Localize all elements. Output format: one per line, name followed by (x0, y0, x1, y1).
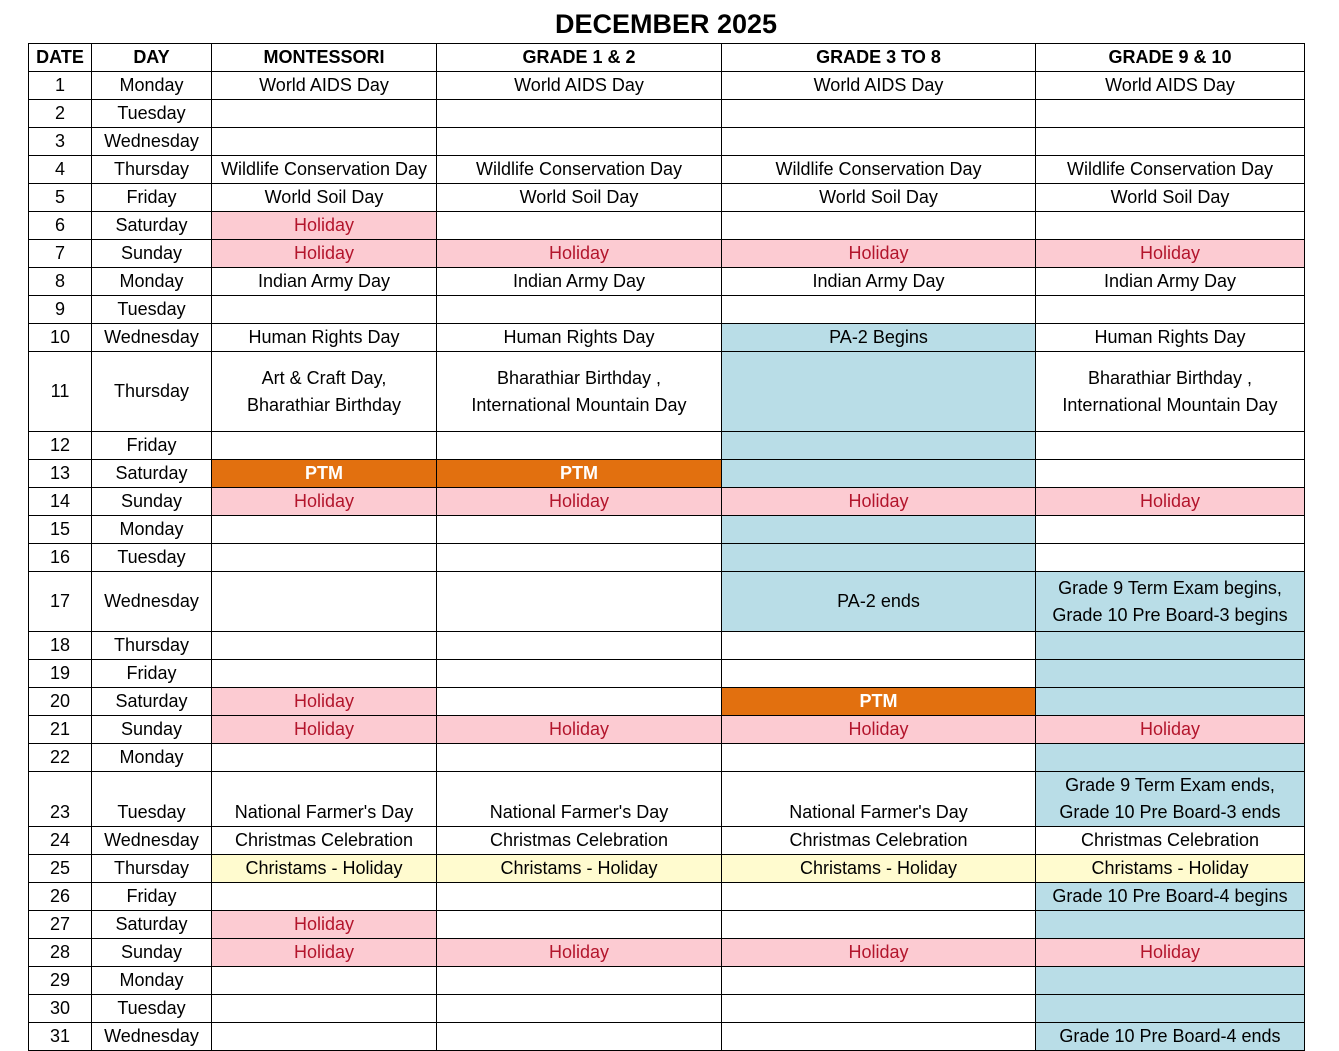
cell-text: Holiday (1139, 719, 1201, 739)
montessori-cell (212, 296, 437, 324)
date-cell: 28 (29, 939, 92, 967)
grade-1-2-cell (437, 488, 722, 516)
cell-text: World Soil Day (1110, 187, 1230, 207)
cell-text: Christams - Holiday (245, 858, 403, 878)
grade-9-10-cell (1036, 516, 1305, 544)
montessori-cell (212, 939, 437, 967)
grade-1-2-cell (437, 432, 722, 460)
grade-9-10-cell (1036, 855, 1305, 883)
grade-3-8-cell (722, 716, 1036, 744)
table-row (29, 632, 1305, 660)
day-cell: Saturday (92, 688, 212, 716)
date-cell: 27 (29, 911, 92, 939)
grade-3-8-cell (722, 212, 1036, 240)
cell-text: Holiday (293, 691, 355, 711)
grade-3-8-cell (722, 544, 1036, 572)
header-grade-1-2: GRADE 1 & 2 (437, 44, 722, 72)
grade-9-10-cell (1036, 432, 1305, 460)
grade-3-8-cell (722, 432, 1036, 460)
cell-text: Wildlife Conservation Day (1066, 159, 1274, 179)
cell-text: Holiday (293, 491, 355, 511)
grade-9-10-cell (1036, 995, 1305, 1023)
day-cell: Monday (92, 516, 212, 544)
day-cell: Sunday (92, 240, 212, 268)
grade-1-2-cell (437, 296, 722, 324)
cell-text: Grade 9 Term Exam begins, (1058, 577, 1282, 598)
grade-3-8-cell (722, 995, 1036, 1023)
table-row (29, 995, 1305, 1023)
montessori-cell (212, 240, 437, 268)
grade-3-8-cell (722, 688, 1036, 716)
grade-3-8-cell (722, 100, 1036, 128)
cell-text: World Soil Day (264, 187, 384, 207)
table-row (29, 432, 1305, 460)
cell-text: Grade 10 Pre Board-4 ends (1059, 1026, 1281, 1046)
day-cell: Thursday (92, 156, 212, 184)
cell-text: Christams - Holiday (1091, 858, 1249, 878)
date-cell: 4 (29, 156, 92, 184)
cell-text: Art & Craft Day, (261, 367, 387, 388)
page-title: DECEMBER 2025 (554, 9, 778, 39)
grade-1-2-cell (437, 883, 722, 911)
date-cell: 26 (29, 883, 92, 911)
table-row (29, 212, 1305, 240)
table-row (29, 460, 1305, 488)
grade-1-2-cell (437, 939, 722, 967)
day-cell: Saturday (92, 212, 212, 240)
table-row (29, 883, 1305, 911)
cell-text: PA-2 Begins (829, 327, 928, 347)
grade-3-8-cell (722, 827, 1036, 855)
cell-text: Indian Army Day (257, 271, 391, 291)
table-row (29, 72, 1305, 100)
cell-text: Wildlife Conservation Day (775, 159, 982, 179)
montessori-cell (212, 967, 437, 995)
grade-1-2-cell (437, 827, 722, 855)
grade-1-2-cell (437, 855, 722, 883)
grade-9-10-cell (1036, 460, 1305, 488)
day-cell: Monday (92, 72, 212, 100)
grade-1-2-cell (437, 772, 722, 827)
header-row (29, 44, 1305, 72)
table-row (29, 516, 1305, 544)
cell-text: Christmas Celebration (789, 830, 968, 850)
cell-text: Wildlife Conservation Day (220, 159, 428, 179)
grade-9-10-cell (1036, 296, 1305, 324)
day-cell: Saturday (92, 911, 212, 939)
date-cell: 19 (29, 660, 92, 688)
grade-3-8-cell (722, 156, 1036, 184)
grade-9-10-cell (1036, 883, 1305, 911)
grade-9-10-cell (1036, 544, 1305, 572)
cell-text: Holiday (1139, 491, 1201, 511)
montessori-cell (212, 855, 437, 883)
grade-1-2-cell (437, 460, 722, 488)
grade-1-2-cell (437, 184, 722, 212)
table-row (29, 688, 1305, 716)
grade-9-10-cell (1036, 72, 1305, 100)
cell-text: Wildlife Conservation Day (475, 159, 683, 179)
day-cell: Sunday (92, 939, 212, 967)
grade-3-8-cell (722, 855, 1036, 883)
table-row (29, 572, 1305, 632)
table-row (29, 544, 1305, 572)
grade-1-2-cell (437, 716, 722, 744)
montessori-cell (212, 184, 437, 212)
date-cell: 22 (29, 744, 92, 772)
table-row (29, 967, 1305, 995)
grade-3-8-cell (722, 460, 1036, 488)
table-row (29, 1023, 1305, 1051)
day-cell: Tuesday (92, 995, 212, 1023)
montessori-cell (212, 100, 437, 128)
date-cell: 29 (29, 967, 92, 995)
grade-1-2-cell (437, 995, 722, 1023)
table-row (29, 240, 1305, 268)
header-grade-3-8: GRADE 3 TO 8 (722, 44, 1036, 72)
table-row (29, 855, 1305, 883)
table-row (29, 184, 1305, 212)
cell-text: PA-2 ends (837, 591, 920, 611)
grade-9-10-cell (1036, 688, 1305, 716)
day-cell: Sunday (92, 716, 212, 744)
day-cell: Friday (92, 883, 212, 911)
grade-3-8-cell (722, 516, 1036, 544)
date-cell: 9 (29, 296, 92, 324)
grade-3-8-cell (722, 1023, 1036, 1051)
date-cell: 3 (29, 128, 92, 156)
montessori-cell (212, 772, 437, 827)
header-montessori: MONTESSORI (212, 44, 437, 72)
montessori-cell (212, 128, 437, 156)
grade-9-10-cell (1036, 827, 1305, 855)
grade-3-8-cell (722, 772, 1036, 827)
grade-1-2-cell (437, 100, 722, 128)
grade-9-10-cell (1036, 128, 1305, 156)
grade-9-10-cell (1036, 184, 1305, 212)
cell-text: Holiday (293, 215, 355, 235)
montessori-cell (212, 324, 437, 352)
cell-text: Christmas Celebration (489, 830, 669, 850)
cell-text: Bharathiar Birthday , (1087, 367, 1253, 388)
date-cell: 6 (29, 212, 92, 240)
day-cell: Tuesday (92, 544, 212, 572)
calendar-table (28, 43, 1305, 1051)
cell-text: Bharathiar Birthday , (496, 367, 662, 388)
cell-text: Human Rights Day (503, 327, 655, 347)
cell-text: Indian Army Day (1103, 271, 1237, 291)
date-cell: 23 (29, 772, 92, 827)
cell-text: Christams - Holiday (799, 858, 958, 878)
cell-text: Holiday (293, 719, 355, 739)
day-cell: Friday (92, 660, 212, 688)
cell-text: Grade 9 Term Exam ends, (1065, 775, 1275, 795)
cell-text: Holiday (848, 491, 909, 511)
cell-text: Bharathiar Birthday (246, 394, 402, 415)
table-row (29, 352, 1305, 432)
montessori-cell (212, 660, 437, 688)
montessori-cell (212, 744, 437, 772)
grade-3-8-cell (722, 744, 1036, 772)
grade-3-8-cell (722, 128, 1036, 156)
grade-1-2-cell (437, 128, 722, 156)
header-grade-9-10: GRADE 9 & 10 (1036, 44, 1305, 72)
day-cell: Wednesday (92, 572, 212, 632)
cell-text: Indian Army Day (812, 271, 945, 291)
date-cell: 20 (29, 688, 92, 716)
cell-text: National Farmer's Day (789, 802, 968, 822)
grade-1-2-cell (437, 212, 722, 240)
montessori-cell (212, 1023, 437, 1051)
grade-9-10-cell (1036, 939, 1305, 967)
montessori-cell (212, 544, 437, 572)
grade-3-8-cell (722, 268, 1036, 296)
cell-text: Grade 10 Pre Board-4 begins (1052, 886, 1288, 906)
day-cell: Sunday (92, 488, 212, 516)
date-cell: 21 (29, 716, 92, 744)
date-cell: 25 (29, 855, 92, 883)
grade-1-2-cell (437, 660, 722, 688)
grade-1-2-cell (437, 72, 722, 100)
grade-9-10-cell (1036, 911, 1305, 939)
cell-text: Holiday (293, 243, 355, 263)
cell-text: Holiday (548, 942, 610, 962)
day-cell: Thursday (92, 855, 212, 883)
date-cell: 14 (29, 488, 92, 516)
grade-3-8-cell (722, 324, 1036, 352)
montessori-cell (212, 460, 437, 488)
cell-text: World AIDS Day (813, 75, 944, 95)
grade-1-2-cell (437, 1023, 722, 1051)
grade-9-10-cell (1036, 967, 1305, 995)
grade-1-2-cell (437, 967, 722, 995)
date-cell: 7 (29, 240, 92, 268)
date-cell: 17 (29, 572, 92, 632)
day-cell: Monday (92, 967, 212, 995)
cell-text: World AIDS Day (259, 75, 389, 95)
table-row (29, 296, 1305, 324)
grade-3-8-cell (722, 488, 1036, 516)
montessori-cell (212, 883, 437, 911)
montessori-cell (212, 156, 437, 184)
grade-3-8-cell (722, 967, 1036, 995)
cell-text: Holiday (548, 243, 610, 263)
grade-9-10-cell (1036, 156, 1305, 184)
day-cell: Friday (92, 432, 212, 460)
grade-9-10-cell (1036, 572, 1305, 632)
cell-text: Grade 10 Pre Board-3 ends (1059, 802, 1281, 822)
grade-3-8-cell (722, 911, 1036, 939)
grade-3-8-cell (722, 939, 1036, 967)
montessori-cell (212, 72, 437, 100)
date-cell: 18 (29, 632, 92, 660)
cell-text: Indian Army Day (512, 271, 646, 291)
table-row (29, 939, 1305, 967)
grade-9-10-cell (1036, 352, 1305, 432)
table-row (29, 827, 1305, 855)
day-cell: Wednesday (92, 324, 212, 352)
cell-text: Grade 10 Pre Board-3 begins (1052, 604, 1288, 625)
grade-9-10-cell (1036, 772, 1305, 827)
date-cell: 10 (29, 324, 92, 352)
grade-3-8-cell (722, 572, 1036, 632)
montessori-cell (212, 632, 437, 660)
montessori-cell (212, 995, 437, 1023)
date-cell: 13 (29, 460, 92, 488)
grade-9-10-cell (1036, 632, 1305, 660)
table-row (29, 488, 1305, 516)
table-row (29, 716, 1305, 744)
table-row (29, 660, 1305, 688)
grade-9-10-cell (1036, 660, 1305, 688)
grade-9-10-cell (1036, 240, 1305, 268)
cell-text: Holiday (1139, 942, 1201, 962)
cell-text: International Mountain Day (471, 394, 687, 415)
grade-3-8-cell (722, 660, 1036, 688)
header-day: DAY (92, 44, 212, 72)
day-cell: Tuesday (92, 772, 212, 827)
grade-1-2-cell (437, 240, 722, 268)
date-cell: 11 (29, 352, 92, 432)
montessori-cell (212, 716, 437, 744)
day-cell: Thursday (92, 352, 212, 432)
cell-text: World Soil Day (519, 187, 639, 207)
grade-9-10-cell (1036, 212, 1305, 240)
grade-1-2-cell (437, 688, 722, 716)
date-cell: 12 (29, 432, 92, 460)
table-row (29, 324, 1305, 352)
grade-9-10-cell (1036, 268, 1305, 296)
day-cell: Thursday (92, 632, 212, 660)
table-row (29, 156, 1305, 184)
date-cell: 30 (29, 995, 92, 1023)
grade-3-8-cell (722, 184, 1036, 212)
cell-text: World AIDS Day (514, 75, 644, 95)
table-row (29, 744, 1305, 772)
day-cell: Monday (92, 744, 212, 772)
cell-text: Holiday (1139, 243, 1201, 263)
grade-1-2-cell (437, 544, 722, 572)
cell-text: World Soil Day (819, 187, 938, 207)
montessori-cell (212, 212, 437, 240)
montessori-cell (212, 572, 437, 632)
grade-3-8-cell (722, 632, 1036, 660)
montessori-cell (212, 432, 437, 460)
table-row (29, 100, 1305, 128)
grade-9-10-cell (1036, 488, 1305, 516)
cell-text: Holiday (548, 719, 610, 739)
date-cell: 16 (29, 544, 92, 572)
date-cell: 1 (29, 72, 92, 100)
grade-1-2-cell (437, 324, 722, 352)
day-cell: Monday (92, 268, 212, 296)
date-cell: 15 (29, 516, 92, 544)
cell-text: PTM (859, 691, 898, 711)
grade-1-2-cell (437, 516, 722, 544)
cell-text: Holiday (848, 942, 909, 962)
day-cell: Saturday (92, 460, 212, 488)
day-cell: Wednesday (92, 128, 212, 156)
day-cell: Tuesday (92, 296, 212, 324)
grade-1-2-cell (437, 268, 722, 296)
day-cell: Friday (92, 184, 212, 212)
cell-text: Human Rights Day (248, 327, 400, 347)
date-cell: 2 (29, 100, 92, 128)
cell-text: Human Rights Day (1094, 327, 1246, 347)
date-cell: 5 (29, 184, 92, 212)
date-cell: 8 (29, 268, 92, 296)
cell-text: World AIDS Day (1105, 75, 1235, 95)
grade-1-2-cell (437, 744, 722, 772)
grade-3-8-cell (722, 72, 1036, 100)
date-cell: 24 (29, 827, 92, 855)
montessori-cell (212, 688, 437, 716)
cell-text: Holiday (293, 942, 355, 962)
cell-text: PTM (305, 463, 343, 483)
montessori-cell (212, 827, 437, 855)
grade-9-10-cell (1036, 744, 1305, 772)
cell-text: Christams - Holiday (500, 858, 658, 878)
day-cell: Wednesday (92, 827, 212, 855)
table-row (29, 128, 1305, 156)
cell-text: International Mountain Day (1062, 394, 1278, 415)
grade-1-2-cell (437, 156, 722, 184)
grade-3-8-cell (722, 352, 1036, 432)
cell-text: Holiday (848, 243, 909, 263)
header-date: DATE (29, 44, 92, 72)
grade-1-2-cell (437, 352, 722, 432)
grade-1-2-cell (437, 911, 722, 939)
cell-text: Christmas Celebration (1080, 830, 1260, 850)
montessori-cell (212, 516, 437, 544)
cell-text: National Farmer's Day (489, 802, 669, 822)
grade-3-8-cell (722, 883, 1036, 911)
montessori-cell (212, 268, 437, 296)
cell-text: Holiday (548, 491, 610, 511)
cell-text: Christmas Celebration (234, 830, 414, 850)
cell-text: Holiday (848, 719, 909, 739)
cell-text: National Farmer's Day (234, 802, 414, 822)
montessori-cell (212, 911, 437, 939)
grade-9-10-cell (1036, 324, 1305, 352)
grade-3-8-cell (722, 296, 1036, 324)
table-row (29, 911, 1305, 939)
montessori-cell (212, 352, 437, 432)
grade-1-2-cell (437, 632, 722, 660)
cell-text: Holiday (293, 914, 355, 934)
grade-9-10-cell (1036, 100, 1305, 128)
cell-text: PTM (560, 463, 598, 483)
table-row (29, 268, 1305, 296)
grade-9-10-cell (1036, 716, 1305, 744)
day-cell: Wednesday (92, 1023, 212, 1051)
montessori-cell (212, 488, 437, 516)
grade-3-8-cell (722, 240, 1036, 268)
grade-1-2-cell (437, 572, 722, 632)
date-cell: 31 (29, 1023, 92, 1051)
grade-9-10-cell (1036, 1023, 1305, 1051)
day-cell: Tuesday (92, 100, 212, 128)
table-row (29, 772, 1305, 827)
